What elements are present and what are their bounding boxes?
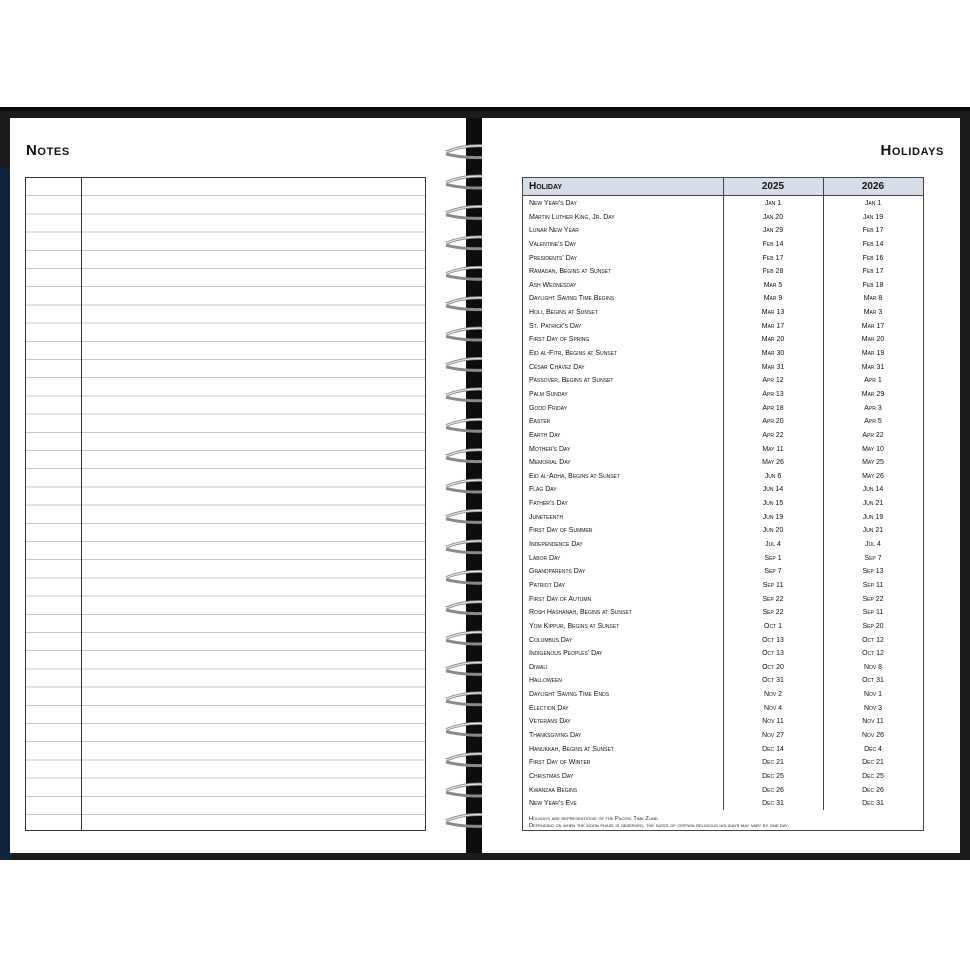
date-2026: May 10 bbox=[862, 445, 884, 453]
date-2025: Mar 20 bbox=[761, 336, 785, 344]
date-2025: Oct 1 bbox=[764, 622, 782, 630]
holiday-name: Easter bbox=[529, 418, 551, 426]
holiday-name: Hanukkah, Begins at Sunset bbox=[529, 745, 614, 753]
notes-margin-line bbox=[81, 178, 82, 830]
holiday-name: Memorial Day bbox=[529, 459, 571, 467]
holiday-name: Indigenous Peoples' Day bbox=[529, 650, 603, 658]
date-2026: Apr 22 bbox=[862, 431, 884, 439]
date-2026: Dec 4 bbox=[864, 745, 882, 753]
date-2025: Mar 9 bbox=[763, 295, 783, 303]
holiday-name: Good Friday bbox=[529, 404, 567, 412]
date-2025: May 26 bbox=[762, 459, 784, 467]
date-2025: Dec 21 bbox=[762, 759, 784, 767]
table-row bbox=[523, 565, 923, 579]
table-row bbox=[523, 211, 923, 225]
table-row bbox=[523, 620, 923, 634]
table-row bbox=[523, 252, 923, 266]
holiday-name: Presidents' Day bbox=[529, 254, 577, 262]
date-2026: Jan 1 bbox=[864, 200, 882, 207]
holidays-title: Holidays bbox=[880, 142, 944, 159]
date-2025: Mar 31 bbox=[761, 363, 785, 371]
date-2025: Jan 1 bbox=[764, 200, 782, 207]
date-2025: Oct 20 bbox=[762, 663, 784, 671]
footnote: Holidays are representative of the Pacific Time Zone. bbox=[529, 816, 660, 822]
table-row bbox=[523, 743, 923, 757]
date-2025: Nov 2 bbox=[763, 691, 783, 699]
date-2025: Apr 12 bbox=[762, 377, 784, 385]
holiday-name: Flag Day bbox=[529, 486, 557, 494]
table-row bbox=[523, 497, 923, 511]
holiday-name: Halloween bbox=[529, 677, 562, 685]
date-2025: Sep 22 bbox=[762, 609, 784, 617]
holiday-name: Daylight Saving Time Ends bbox=[529, 691, 610, 699]
notes-page bbox=[10, 118, 468, 853]
notes-title: Notes bbox=[26, 142, 70, 159]
holiday-name: Ash Wednesday bbox=[529, 281, 577, 289]
holidays-table bbox=[522, 177, 924, 831]
date-2026: Sep 13 bbox=[862, 568, 884, 576]
table-row bbox=[523, 320, 923, 334]
holiday-name: Lunar New Year bbox=[529, 227, 579, 235]
date-2026: Apr 5 bbox=[864, 418, 882, 426]
date-2026: Mar 29 bbox=[861, 390, 885, 398]
table-row bbox=[523, 538, 923, 552]
date-2025: Sep 1 bbox=[764, 554, 782, 562]
date-2026: Sep 22 bbox=[862, 595, 884, 603]
holiday-name: Independence Day bbox=[529, 541, 583, 549]
holiday-name: Earth Day bbox=[529, 431, 561, 439]
date-2026: Dec 26 bbox=[862, 786, 884, 794]
table-row bbox=[523, 647, 923, 661]
date-2025: Apr 18 bbox=[762, 404, 784, 412]
date-2026: Nov 3 bbox=[863, 704, 883, 712]
holiday-name: Rosh Hashanah, Begins at Sunset bbox=[529, 609, 632, 617]
table-row bbox=[523, 483, 923, 497]
holiday-name: Holi, Begins at Sunset bbox=[529, 309, 598, 317]
date-2025: Jul 4 bbox=[765, 541, 781, 549]
date-2026: Mar 20 bbox=[861, 336, 885, 344]
holiday-name: Valentine's Day bbox=[529, 240, 577, 248]
date-2026: Jun 14 bbox=[862, 486, 884, 494]
date-2025: Feb 17 bbox=[762, 254, 784, 262]
table-row bbox=[523, 634, 923, 648]
date-2025: Dec 26 bbox=[762, 786, 784, 794]
holiday-name: Eid al-Fitr, Begins at Sunset bbox=[529, 350, 618, 358]
date-2025: Oct 13 bbox=[762, 650, 784, 658]
date-2025: Nov 27 bbox=[761, 731, 784, 739]
table-row bbox=[523, 702, 923, 716]
date-2025: Apr 22 bbox=[762, 431, 784, 439]
date-2025: Sep 22 bbox=[762, 595, 784, 603]
date-2026: Feb 17 bbox=[862, 227, 884, 235]
date-2025: Dec 25 bbox=[762, 772, 784, 780]
holiday-name: Columbus Day bbox=[529, 636, 573, 644]
header-2025: 2025 bbox=[761, 181, 785, 192]
holiday-name: Veterans Day bbox=[529, 718, 571, 726]
date-2025: Dec 14 bbox=[762, 745, 784, 753]
date-2026: Dec 31 bbox=[862, 800, 884, 808]
table-row bbox=[523, 688, 923, 702]
date-2025: Jun 15 bbox=[762, 500, 784, 508]
date-2026: Nov 1 bbox=[863, 691, 883, 699]
table-row bbox=[523, 333, 923, 347]
table-row bbox=[523, 784, 923, 798]
holiday-name: Mother's Day bbox=[529, 445, 571, 453]
date-2025: Jan 20 bbox=[762, 213, 784, 221]
table-row bbox=[523, 593, 923, 607]
date-2026: Sep 11 bbox=[862, 609, 884, 617]
table-row bbox=[523, 347, 923, 361]
holiday-name: Christmas Day bbox=[529, 772, 574, 780]
date-2026: Oct 12 bbox=[862, 636, 884, 644]
table-row bbox=[523, 402, 923, 416]
date-2026: Nov 8 bbox=[863, 663, 883, 671]
date-2026: Jun 21 bbox=[862, 527, 884, 535]
date-2026: Jun 21 bbox=[862, 500, 884, 508]
table-row bbox=[523, 374, 923, 388]
date-2025: Nov 11 bbox=[762, 718, 784, 726]
date-2026: May 26 bbox=[862, 472, 884, 480]
date-2026: Apr 1 bbox=[864, 377, 882, 385]
table-row bbox=[523, 770, 923, 784]
date-2025: Dec 31 bbox=[762, 800, 784, 808]
date-2025: Oct 13 bbox=[762, 636, 784, 644]
holiday-name: Ramadan, Begins at Sunset bbox=[529, 268, 612, 276]
date-2025: Sep 7 bbox=[764, 568, 782, 576]
table-row bbox=[523, 797, 923, 811]
date-2026: Feb 18 bbox=[862, 281, 884, 289]
holiday-name: Grandparents Day bbox=[529, 568, 586, 576]
table-row bbox=[523, 443, 923, 457]
header-2026: 2026 bbox=[861, 181, 885, 192]
table-row bbox=[523, 524, 923, 538]
date-2026: May 25 bbox=[862, 459, 884, 467]
date-2026: Mar 31 bbox=[861, 363, 885, 371]
table-row bbox=[523, 661, 923, 675]
date-2026: Mar 17 bbox=[861, 322, 885, 330]
table-row bbox=[523, 265, 923, 279]
holiday-name: First Day of Spring bbox=[529, 336, 590, 344]
date-2025: Jun 20 bbox=[762, 527, 784, 535]
holiday-name: New Year's Eve bbox=[529, 800, 577, 808]
header-holiday: Holiday bbox=[529, 181, 563, 192]
date-2026: Mar 19 bbox=[861, 350, 885, 358]
table-row bbox=[523, 511, 923, 525]
date-2025: Feb 28 bbox=[762, 268, 784, 276]
holiday-name: First Day of Winter bbox=[529, 759, 591, 767]
date-2026: Sep 7 bbox=[864, 554, 882, 562]
date-2026: Sep 11 bbox=[862, 581, 884, 589]
date-2025: Jun 19 bbox=[762, 513, 784, 521]
date-2026: Feb 16 bbox=[862, 254, 884, 262]
holiday-name: César Chávez Day bbox=[529, 363, 585, 371]
holiday-name: Martin Luther King, Jr. Day bbox=[529, 213, 615, 221]
date-2025: Jun 6 bbox=[764, 472, 782, 480]
holiday-name: Father's Day bbox=[529, 500, 568, 508]
notes-lined-area bbox=[25, 177, 426, 831]
table-row bbox=[523, 729, 923, 743]
table-row bbox=[523, 674, 923, 688]
date-2026: Jun 19 bbox=[862, 513, 884, 521]
holidays-page bbox=[482, 118, 960, 853]
table-row bbox=[523, 388, 923, 402]
date-2026: Nov 11 bbox=[862, 718, 884, 726]
date-2026: Oct 12 bbox=[862, 650, 884, 658]
holiday-name: Eid al-Adha, Begins at Sunset bbox=[529, 472, 620, 480]
table-row bbox=[523, 552, 923, 566]
date-2026: Sep 20 bbox=[862, 622, 884, 630]
table-row bbox=[523, 279, 923, 293]
date-2026: Mar 8 bbox=[863, 295, 883, 303]
holiday-name: Thanksgiving Day bbox=[529, 731, 582, 739]
table-body bbox=[523, 197, 923, 811]
table-row bbox=[523, 224, 923, 238]
date-2026: Jan 19 bbox=[862, 213, 884, 221]
holiday-name: Juneteenth bbox=[529, 513, 564, 521]
table-row bbox=[523, 306, 923, 320]
date-2025: Apr 20 bbox=[762, 418, 784, 426]
holiday-name: Yom Kippur, Begins at Sunset bbox=[529, 622, 620, 630]
table-row bbox=[523, 606, 923, 620]
date-2025: Mar 13 bbox=[761, 309, 785, 317]
holiday-name: Patriot Day bbox=[529, 581, 565, 589]
date-2025: Nov 4 bbox=[763, 704, 783, 712]
footnotes bbox=[529, 816, 790, 830]
date-2026: Jul 4 bbox=[865, 541, 881, 549]
holiday-name: Passover, Begins at Sunset bbox=[529, 377, 614, 385]
table-row bbox=[523, 238, 923, 252]
table-row bbox=[523, 361, 923, 375]
date-2026: Nov 26 bbox=[861, 731, 884, 739]
date-2025: Jan 29 bbox=[762, 227, 784, 235]
holiday-name: St. Patrick's Day bbox=[529, 322, 582, 330]
date-2026: Feb 14 bbox=[862, 240, 884, 248]
date-2025: May 11 bbox=[762, 445, 784, 453]
table-row bbox=[523, 197, 923, 211]
holiday-name: Palm Sunday bbox=[529, 390, 568, 398]
table-row bbox=[523, 579, 923, 593]
date-2025: Feb 14 bbox=[762, 240, 784, 248]
date-2025: Sep 11 bbox=[762, 581, 784, 589]
date-2025: Mar 30 bbox=[761, 350, 785, 358]
date-2026: Apr 3 bbox=[864, 404, 882, 412]
date-2025: Mar 17 bbox=[761, 322, 785, 330]
table-row bbox=[523, 429, 923, 443]
table-row bbox=[523, 470, 923, 484]
holiday-name: Labor Day bbox=[529, 554, 561, 562]
date-2026: Dec 21 bbox=[862, 759, 884, 767]
table-row bbox=[523, 756, 923, 770]
table-row bbox=[523, 292, 923, 306]
date-2026: Feb 17 bbox=[862, 268, 884, 276]
holiday-name: First Day of Autumn bbox=[529, 595, 592, 603]
table-row bbox=[523, 715, 923, 729]
holiday-name: Diwali bbox=[529, 663, 548, 671]
date-2025: Jun 14 bbox=[762, 486, 784, 494]
holiday-name: New Year's Day bbox=[529, 200, 577, 207]
holiday-name: Election Day bbox=[529, 704, 569, 712]
table-row bbox=[523, 456, 923, 470]
footnote: Depending on when the moon phase is observed, the dates of certain religious holidays may vary by one day. bbox=[529, 823, 790, 829]
date-2026: Oct 31 bbox=[862, 677, 884, 685]
date-2025: Oct 31 bbox=[762, 677, 784, 685]
table-row bbox=[523, 415, 923, 429]
holiday-name: Daylight Saving Time Begins bbox=[529, 295, 615, 303]
holiday-name: First Day of Summer bbox=[529, 527, 593, 535]
date-2026: Dec 25 bbox=[862, 772, 884, 780]
date-2025: Apr 13 bbox=[762, 390, 784, 398]
holiday-name: Kwanzaa Begins bbox=[529, 786, 578, 794]
date-2025: Mar 5 bbox=[763, 281, 783, 289]
date-2026: Mar 3 bbox=[863, 309, 883, 317]
